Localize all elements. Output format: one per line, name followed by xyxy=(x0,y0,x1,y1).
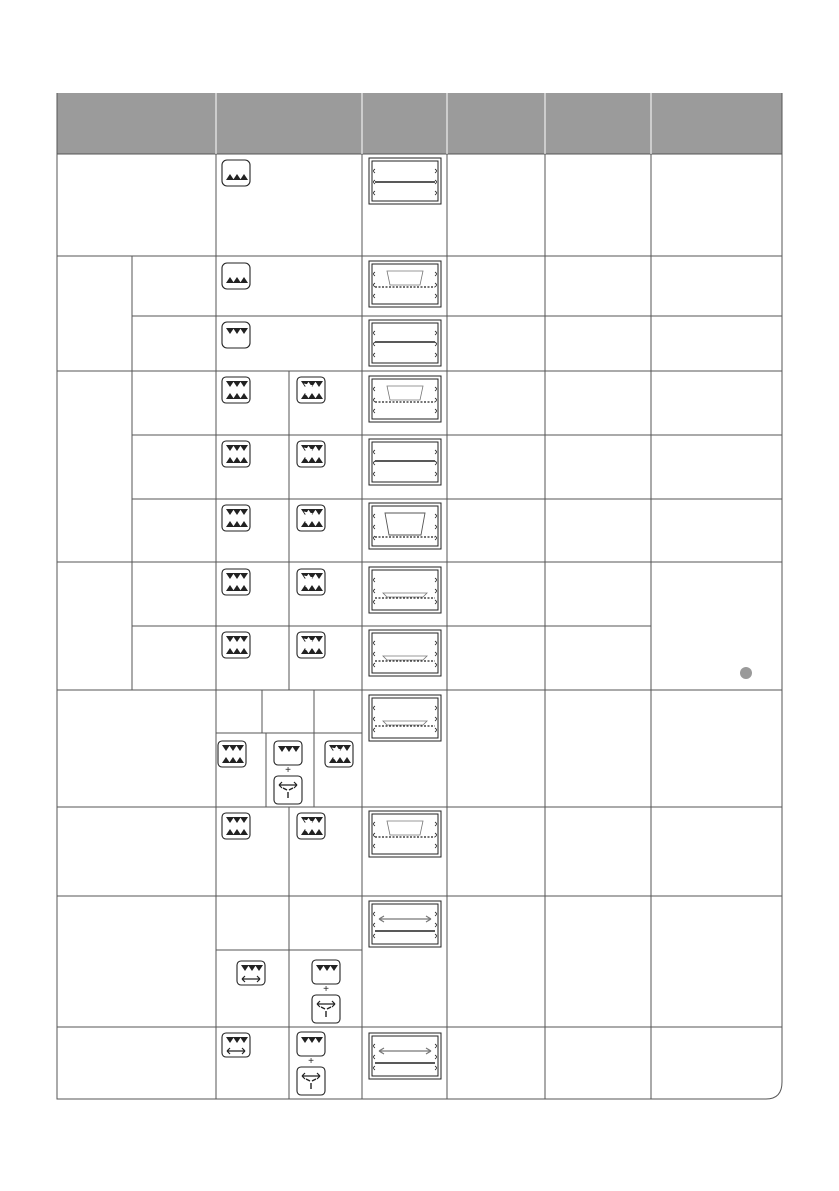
shelf-flat-tray-icon xyxy=(369,630,441,676)
shelf-bottom-icon xyxy=(369,320,441,366)
shelf-tray-icon xyxy=(369,261,441,307)
row-4 xyxy=(222,376,441,422)
top-bottom-heat-icon xyxy=(222,813,250,839)
bottom-heat-icon xyxy=(222,160,250,186)
fan-heat-icon xyxy=(325,741,353,767)
row-10 xyxy=(222,811,441,857)
table-header xyxy=(57,93,782,154)
top-bottom-heat-icon xyxy=(222,441,250,467)
shelf-deep-tray-icon xyxy=(369,503,441,549)
fan-heat-icon xyxy=(297,441,325,467)
grill-arrow-icon xyxy=(237,961,265,985)
top-bottom-heat-icon xyxy=(218,741,246,767)
row-3 xyxy=(222,320,441,366)
row-8 xyxy=(222,630,752,679)
grill-fan-combo-icon xyxy=(297,1032,325,1095)
shelf-arrow-icon xyxy=(369,1033,441,1079)
shelf-tray-icon xyxy=(369,811,441,857)
row-7 xyxy=(222,567,441,613)
fan-heat-icon xyxy=(297,505,325,531)
row-11 xyxy=(237,901,441,1023)
shelf-bottom-icon xyxy=(369,158,441,204)
row-6 xyxy=(222,503,441,549)
top-heat-icon xyxy=(222,322,250,348)
shelf-tray-icon xyxy=(369,376,441,422)
shelf-flat-tray-icon xyxy=(369,695,441,741)
shelf-arrow-icon xyxy=(369,901,441,947)
shelf-middle-icon xyxy=(369,439,441,485)
note-marker-icon xyxy=(740,667,752,679)
fan-heat-icon xyxy=(297,632,325,658)
row-1 xyxy=(222,158,441,204)
row-12 xyxy=(222,1032,441,1095)
grill-fan-combo-icon xyxy=(274,741,302,804)
row-9 xyxy=(218,695,441,804)
top-bottom-heat-icon xyxy=(222,569,250,595)
top-bottom-heat-icon xyxy=(222,505,250,531)
fan-heat-icon xyxy=(297,569,325,595)
top-bottom-heat-icon xyxy=(222,377,250,403)
settings-table: + xyxy=(0,0,839,1191)
fan-heat-icon xyxy=(297,377,325,403)
row-5 xyxy=(222,439,441,485)
fan-heat-icon xyxy=(297,813,325,839)
top-bottom-heat-icon xyxy=(222,632,250,658)
grill-fan-combo-icon xyxy=(312,960,340,1023)
bottom-heat-icon xyxy=(222,263,250,289)
shelf-flat-tray-icon xyxy=(369,567,441,613)
row-2 xyxy=(222,261,441,307)
grill-arrow-icon xyxy=(222,1033,250,1057)
